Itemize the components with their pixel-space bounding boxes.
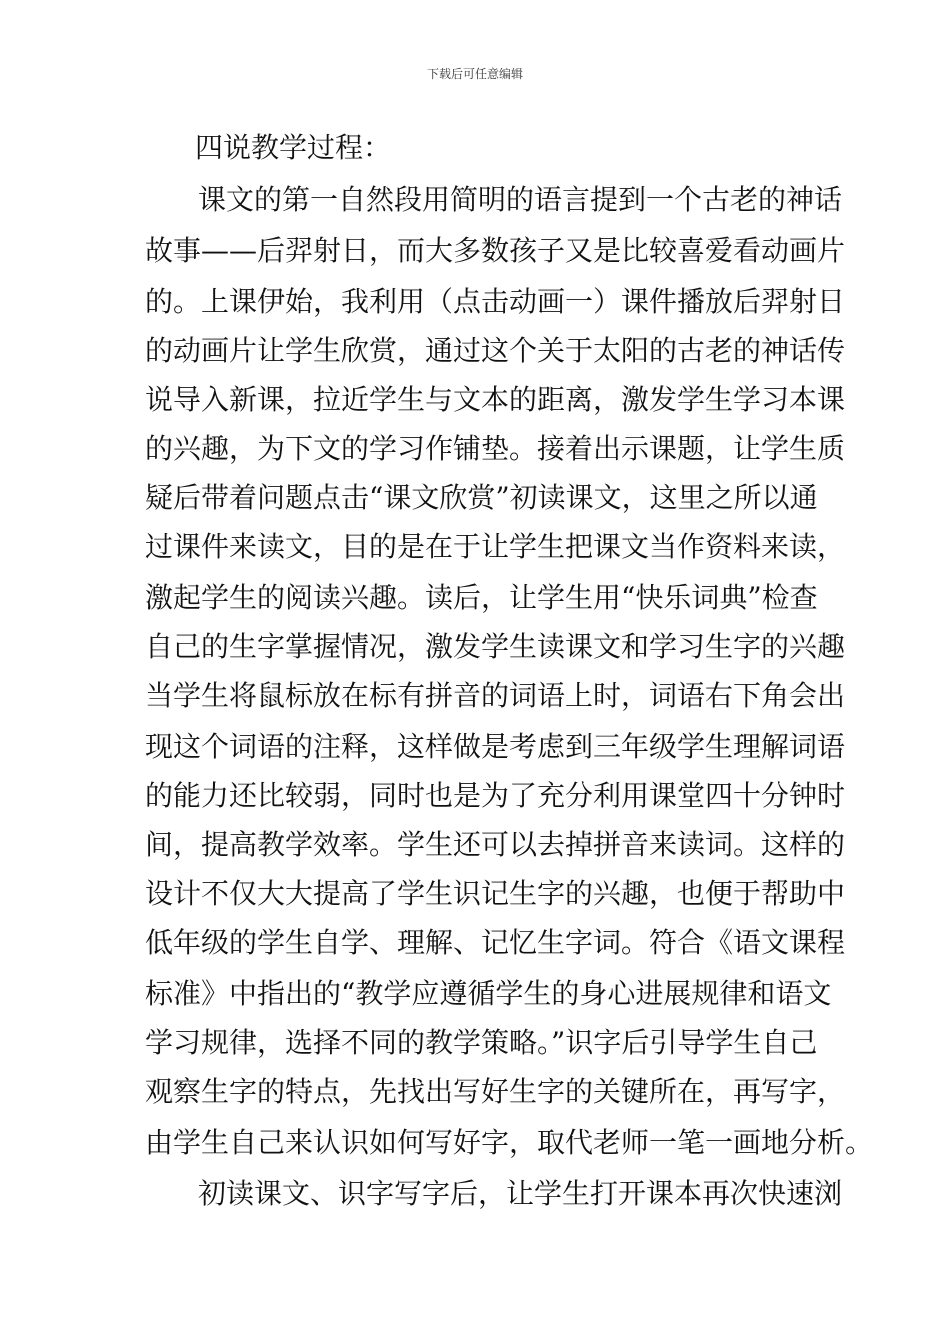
section-heading: 四说教学过程： <box>195 131 392 164</box>
paragraph-line: 的兴趣，为下文的学习作铺垫。接着出示课题，让学生质 <box>145 432 846 465</box>
paragraph-line: 说导入新课，拉近学生与文本的距离，激发学生学习本课 <box>145 383 846 416</box>
paragraph-line: 故事——后羿射日，而大多数孩子又是比较喜爱看动画片 <box>145 234 846 267</box>
paragraph-line: 自己的生字掌握情况，激发学生读课文和学习生字的兴趣 <box>145 630 846 663</box>
paragraph-line: 学习规律，选择不同的教学策略。”识字后引导学生自己 <box>145 1026 818 1059</box>
paragraph-line: 间，提高教学效率。学生还可以去掉拼音来读词。这样的 <box>145 828 846 861</box>
paragraph-line: 过课件来读文，目的是在于让学生把课文当作资料来读， <box>145 530 846 563</box>
paragraph-line: 课文的第一自然段用简明的语言提到一个古老的神话 <box>198 183 843 216</box>
paragraph-line: 标准》中指出的“教学应遵循学生的身心进展规律和语文 <box>145 977 832 1010</box>
paragraph-line: 的动画片让学生欣赏，通过这个关于太阳的古老的神话传 <box>145 334 846 367</box>
paragraph-line: 当学生将鼠标放在标有拼音的词语上时，词语右下角会出 <box>145 679 846 712</box>
paragraph-line: 激起学生的阅读兴趣。读后，让学生用“快乐词典”检查 <box>145 581 818 614</box>
paragraph-line: 由学生自己来认识如何写好字，取代老师一笔一画地分析。 <box>145 1126 874 1159</box>
paragraph-line: 观察生字的特点，先找出写好生字的关键所在，再写字， <box>145 1075 846 1108</box>
paragraph-line: 现这个词语的注释，这样做是考虑到三年级学生理解词语 <box>145 730 846 763</box>
paragraph-line: 设计不仅大大提高了学生识记生字的兴趣，也便于帮助中 <box>145 877 846 910</box>
paragraph-line: 的能力还比较弱，同时也是为了充分利用课堂四十分钟时 <box>145 779 846 812</box>
paragraph-line: 疑后带着问题点击“课文欣赏”初读课文，这里之所以通 <box>145 481 818 514</box>
paragraph-line: 的。上课伊始，我利用（点击动画一）课件播放后羿射日 <box>145 285 846 318</box>
page-header-note: 下载后可任意编辑 <box>426 67 523 81</box>
paragraph-line: 初读课文、识字写字后，让学生打开课本再次快速浏 <box>198 1177 843 1210</box>
paragraph-line: 低年级的学生自学、理解、记忆生字词。符合《语文课程 <box>145 926 846 959</box>
